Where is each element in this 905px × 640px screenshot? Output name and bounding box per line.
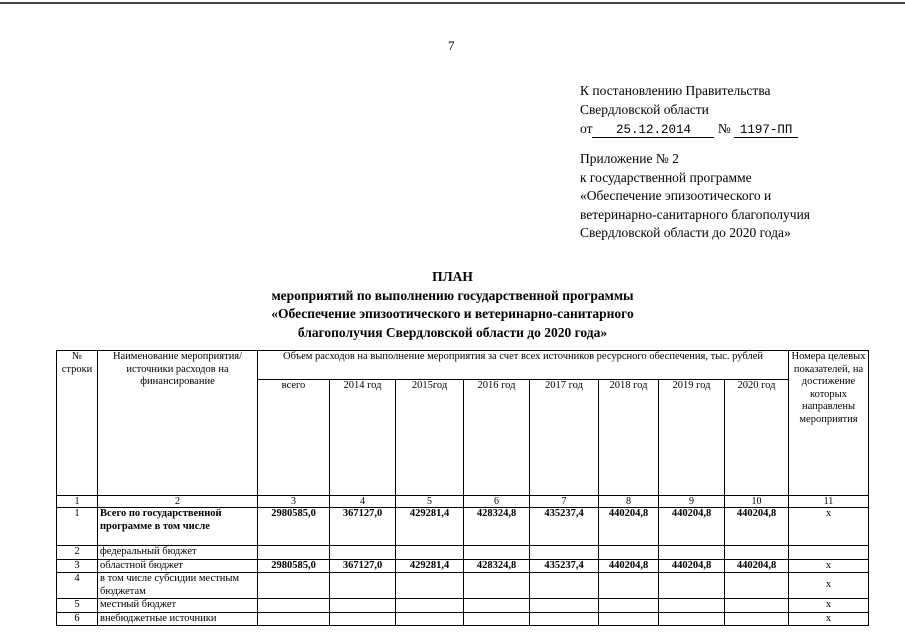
row-number: 1 [57,508,98,546]
reference-line-2: Свердловской области [580,102,709,117]
column-index: 4 [330,496,396,508]
from-label: от [580,121,593,136]
header-year-2015: 2015год [396,380,464,496]
column-index: 9 [659,496,725,508]
header-volume: Объем расходов на выполнение мероприятия за счет всех источников ресурсного обеспечения, тыс. рублей [258,351,789,380]
header-year-2018: 2018 год [599,380,659,496]
header-year-2016: 2016 год [464,380,530,496]
resolution-reference [580,81,798,138]
row-name: в том числе субсидии местным бюджетам [98,573,258,599]
header-name: Наименование мероприятия/ источники расходов на финансирование [98,351,258,496]
value-2019 [659,599,725,613]
column-index: 2 [98,496,258,508]
row-number: 6 [57,612,98,626]
appendix-line-2: к государственной программе [580,169,752,185]
value-2014 [330,546,396,560]
value-2015 [396,612,464,626]
row-name: внебюджетные источники [98,612,258,626]
target-mark [789,546,869,560]
reference-line-1: К постановлению Правительства [580,83,771,98]
value-2014: 367127,0 [330,508,396,546]
column-index: 10 [725,496,789,508]
table-row [57,612,869,626]
column-index-row [57,496,869,508]
resolution-date: 25.12.2014 [592,123,714,138]
target-mark: х [789,508,869,546]
header-targets: Номера целевых показателей, на достижение которых направлены мероприятия [789,351,869,496]
value-2015 [396,599,464,613]
table-row [57,546,869,560]
header-row-number: № строки [57,351,98,496]
target-mark: х [789,559,869,573]
value-2020 [725,599,789,613]
row-number: 2 [57,546,98,560]
value-2015: 429281,4 [396,559,464,573]
header-year-2014: 2014 год [330,380,396,496]
value-2017: 435237,4 [530,559,599,573]
value-2016 [464,546,530,560]
value-total [258,612,330,626]
table-row [57,559,869,573]
value-total: 2980585,0 [258,508,330,546]
header-total: всего [258,380,330,496]
target-mark: х [789,573,869,599]
plan-title: ПЛАН [432,269,473,284]
appendix-line-3: «Обеспечение эпизоотического и [580,188,772,203]
value-2017 [530,612,599,626]
value-2018 [599,546,659,560]
value-2020: 440204,8 [725,559,789,573]
value-2017 [530,573,599,599]
number-label: № [717,121,731,136]
row-number: 3 [57,559,98,573]
value-2019: 440204,8 [659,559,725,573]
value-2015 [396,546,464,560]
scan-border-line [0,2,905,4]
value-2015: 429281,4 [396,508,464,546]
value-2016 [464,573,530,599]
value-2017: 435237,4 [530,508,599,546]
value-2016 [464,599,530,613]
plan-heading [0,268,905,342]
value-total [258,573,330,599]
page-number: 7 [448,38,455,53]
column-index: 3 [258,496,330,508]
appendix-line-5: Свердловской области до 2020 года» [580,225,791,240]
value-2020 [725,546,789,560]
header-year-2017: 2017 год [530,380,599,496]
column-index: 7 [530,496,599,508]
header-year-2019: 2019 год [659,380,725,496]
value-2018: 440204,8 [599,559,659,573]
value-2015 [396,573,464,599]
row-name: местный бюджет [98,599,258,613]
value-2016 [464,612,530,626]
value-2019 [659,612,725,626]
column-index: 6 [464,496,530,508]
plan-table [56,350,869,626]
header-row-1 [57,351,869,380]
value-2014: 367127,0 [330,559,396,573]
value-2014 [330,573,396,599]
value-2019: 440204,8 [659,508,725,546]
resolution-number: 1197-ПП [734,123,798,138]
value-2016: 428324,8 [464,508,530,546]
row-name: федеральный бюджет [98,546,258,560]
appendix-line-4: ветеринарно-санитарного благополучия [580,206,811,222]
value-2017 [530,599,599,613]
value-2014 [330,612,396,626]
table-row [57,599,869,613]
value-2016: 428324,8 [464,559,530,573]
column-index: 1 [57,496,98,508]
target-mark: х [789,599,869,613]
plan-subtitle-1: мероприятий по выполнению государственной программы [271,287,634,303]
table-row [57,573,869,599]
value-2018 [599,573,659,599]
row-number: 4 [57,573,98,599]
row-name: Всего по государственной программе в том числе [98,508,258,546]
value-2019 [659,546,725,560]
header-year-2020: 2020 год [725,380,789,496]
value-2018 [599,612,659,626]
appendix-line-1: Приложение № 2 [580,151,679,166]
row-number: 5 [57,599,98,613]
value-2014 [330,599,396,613]
value-2017 [530,546,599,560]
value-total [258,599,330,613]
column-index: 11 [789,496,869,508]
value-total: 2980585,0 [258,559,330,573]
value-2020 [725,612,789,626]
reference-date-line [580,119,798,138]
target-mark: х [789,612,869,626]
value-2018: 440204,8 [599,508,659,546]
value-total [258,546,330,560]
value-2020: 440204,8 [725,508,789,546]
value-2020 [725,573,789,599]
appendix-block [580,150,810,243]
plan-subtitle-3: благополучия Свердловской области до 2020 года» [297,324,608,340]
column-index: 8 [599,496,659,508]
value-2018 [599,599,659,613]
value-2019 [659,573,725,599]
plan-subtitle-2: «Обеспечение эпизоотического и ветеринарно-санитарного [271,306,634,321]
row-name: областной бюджет [98,559,258,573]
column-index: 5 [396,496,464,508]
table-row [57,508,869,546]
